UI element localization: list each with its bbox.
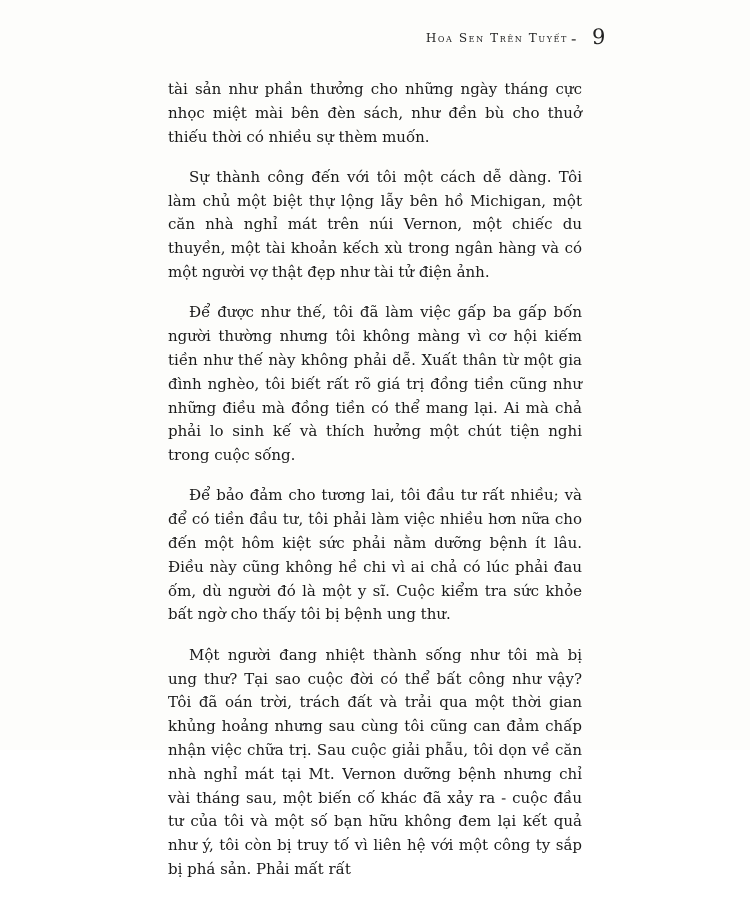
paragraph: Để được như thế, tôi đã làm việc gấp ba gấp bốn người thường nhưng tôi không màng vì cơ hội kiếm tiền như thế này không phải dễ. Xuất thân từ một gia đình nghèo, tôi biết rất rõ giá trị đồng tiền cũng như những điều mà đồng tiền có thể mang lại. Ai mà chả phải lo sinh kế và thích hưởng một chút tiện nghi trong cuộc sống.	[168, 303, 582, 465]
paragraph: Một người đang nhiệt thành sống như tôi mà bị ung thư? Tại sao cuộc đời có thể bất công như vậy? Tôi đã oán trời, trách đất và trải qua một thời gian khủng hoảng nhưng sau cùng tôi cũng can đảm chấp nhận việc chữa trị. Sau cuộc giải phẫu, tôi dọn về căn nhà nghỉ mát tại Mt. Vernon dưỡng bệnh nhưng chỉ vài tháng sau, một biến cố khác đã xảy ra - cuộc đầu tư của tôi và một số bạn hữu không đem lại kết quả như ý, tôi còn bị truy tố vì liên hệ với một công ty sắp bị phá sản. Phải mất rất	[168, 645, 582, 878]
running-head-separator: -	[571, 29, 577, 48]
paragraph: Để bảo đảm cho tương lai, tôi đầu tư rất nhiều; và để có tiền đầu tư, tôi phải làm việc nhiều hơn nữa cho đến một hôm kiệt sức phải nằm dưỡng bệnh ít lâu. Điều này cũng không hề chi vì ai chả có lúc phải đau ốm, dù người đó là một y sĩ. Cuộc kiểm tra sức khỏe bất ngờ cho thấy tôi bị bệnh ung thư.	[168, 486, 582, 624]
body-text	[168, 78, 582, 898]
running-head-title: Hoa Sen Trên Tuyết	[425, 31, 568, 45]
page-number: 9	[592, 25, 606, 49]
paragraph: tài sản như phần thưởng cho những ngày tháng cực nhọc miệt mài bên đèn sách, như đền bù cho thuở thiếu thời có nhiều sự thèm muốn.	[168, 80, 582, 146]
paragraph: Sự thành công đến với tôi một cách dễ dàng. Tôi làm chủ một biệt thự lộng lẫy bên hồ Michigan, một căn nhà nghỉ mát trên núi Vernon, một chiếc du thuyền, một tài khoản kếch xù trong ngân hàng và có một người vợ thật đẹp như tài tử điện ảnh.	[168, 167, 582, 282]
